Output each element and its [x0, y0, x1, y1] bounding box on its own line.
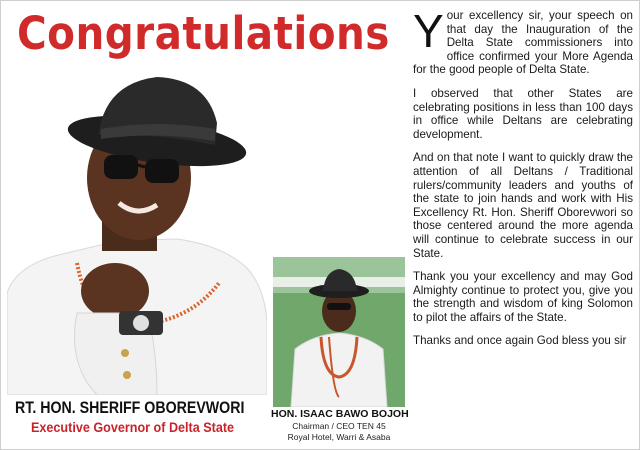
chairman-role: Chairman / CEO TEN 45 — [292, 421, 386, 431]
chairman-name: HON. ISAAC BAWO BOJOH — [271, 408, 409, 420]
letter-paragraph-3: And on that note I want to quickly draw the attention of all Deltans / Traditional rulers/community leaders and youths of the state to join hands and work with His Excellency Rt. Hon. Sheriff Oborevwori so those centered around the more agenda will continue to celebrate success in our State. — [413, 151, 633, 260]
drop-cap: Y — [413, 5, 444, 57]
headline: Congratulations — [17, 7, 390, 60]
governor-portrait — [7, 63, 267, 395]
letter-paragraph-4: Thank you your excellency and may God Almighty continue to protect you, give you the strength and wisdom of king Solomon to pilot the affairs of the State. — [413, 270, 633, 324]
governor-title: Executive Governor of Delta State — [31, 419, 235, 435]
letter-body — [413, 5, 633, 358]
letter-paragraph-2: I observed that other States are celebrating positions in less than 100 days in office while Deltans are celebrating development. — [413, 86, 633, 141]
chairman-location: Royal Hotel, Warri & Asaba — [287, 432, 391, 442]
letter-paragraph-5: Thanks and once again God bless you sir — [413, 334, 627, 348]
chairman-photo — [273, 257, 405, 407]
governor-name: RT. HON. SHERIFF OBOREVWORI — [15, 399, 245, 417]
letter-paragraph-1: Your excellency sir, your speech on that day the Inauguration of the Delta State commissioners into office confirmed your More Agenda for the good people of Delta State. — [413, 5, 633, 77]
